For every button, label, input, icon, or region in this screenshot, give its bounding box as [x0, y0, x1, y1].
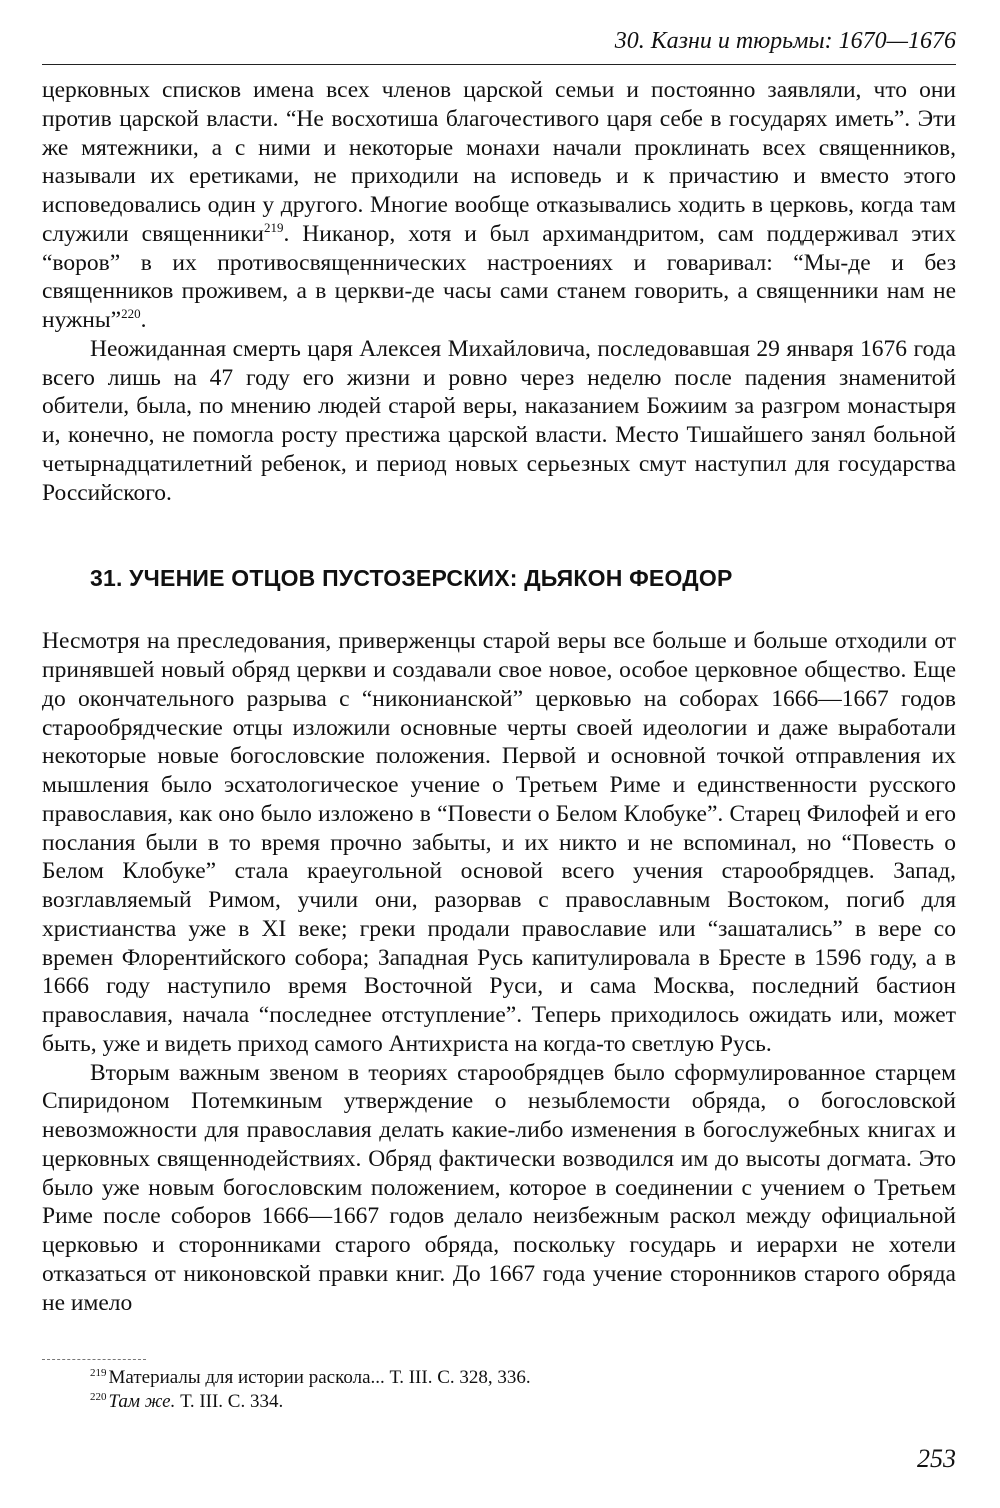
paragraph-2: Неожиданная смерть царя Алексея Михайловича, последовавшая 29 января 1676 года всего лишь на 47 году его жизни и ровно через неделю после падения знаменитой обители, была, по мнению людей старой веры, наказанием Божиим за разгром монастыря и, конечно, не помогла росту престижа царской власти. Место Тишайшего занял больной четырнадцатилетний ребенок, и период новых серьезных смут наступил для государства Российского. — [42, 335, 956, 506]
footnote-ref-220[interactable]: 220 — [121, 306, 141, 322]
body-text — [42, 76, 956, 1317]
footnote-mark: 220 — [90, 1390, 107, 1403]
footnote-220 — [90, 1390, 950, 1414]
paragraph-1 — [42, 76, 956, 335]
footnote-text: Т. III. С. 334. — [175, 1391, 284, 1412]
footnote-219 — [90, 1366, 950, 1390]
footnote-text: Материалы для истории раскола... Т. III. С. 328, 336. — [108, 1367, 531, 1388]
paragraph-3: Несмотря на преследования, приверженцы старой веры все больше и больше отходили от принявшей новый обряд церкви и создавали свое новое, особое церковное общество. Еще до окончательного разрыва с “никонианской” церковью на соборах 1666—1667 годов старообрядческие отцы изложили основные черты своей идеологии и даже выработали некоторые новые богословские положения. Первой и основной точкой отправления их мышления было эсхатологическое учение о Третьем Риме и единственности русского православия, как оно было изложено в “Повести о Белом Клобуке”. Старец Филофей и его послания были в то время прочно забыты, и их никто и не вспоминал, но “Повесть о Белом Клобуке” стала краеугольной основой всего учения старообрядцев. Запад, возглавляемый Римом, учили они, разорвав с православным Востоком, погиб для христианства уже в XI веке; греки продали православие или “зашатались” в вере со времен Флорентийского собора; Западная Русь капитулировала в Бресте в 1596 году, а в 1666 году наступило время Восточной Руси, и сама Москва, последний бастион православия, начала “последнее отступление”. Теперь приходилось ожидать или, может быть, уже и видеть приход самого Антихриста на когда-то светлую Русь. — [42, 628, 956, 1057]
footnote-mark: 219 — [90, 1366, 107, 1379]
footnote-separator — [42, 1359, 146, 1360]
page-number: 253 — [917, 1444, 956, 1473]
running-head: 30. Казни и тюрьмы: 1670—1676 — [614, 28, 956, 54]
footnote-italic: Там же. — [108, 1391, 176, 1412]
paragraph-1-text-c: . — [140, 307, 147, 333]
header-rule — [42, 64, 956, 65]
paragraph-1-text-b: . Никанор, хотя и был архимандритом, сам поддерживал этих “воров” в их противосвященнических настроениях и говаривал: “Мы-де и без священников проживем, а в церкви-де часы сами станем говорить, а священники нам не нужны” — [42, 220, 956, 333]
paragraph-1-text-a: церковных списков имена всех членов царской семьи и постоянно заявляли, что они против царской власти. “Не восхотиша благочестивого царя себе в государях иметь”. Эти же мятежники, а с ними и некоторые монахи начали проклинать всех священников, называли их еретиками, не приходили на исповедь и к причастию и вместо этого исповедовались один у другого. Многие вообще отказывались ходить в церковь, когда там служили священники — [42, 77, 956, 247]
footnotes — [90, 1366, 950, 1414]
section-title: 31. УЧЕНИЕ ОТЦОВ ПУСТОЗЕРСКИХ: ДЬЯКОН ФЕОДОР — [90, 565, 733, 592]
footnote-ref-219[interactable]: 219 — [263, 219, 284, 235]
paragraph-4: Вторым важным звеном в теориях старообрядцев было сформулированное старцем Спиридоном Потемкиным утверждение о незыблемости обряда, о богословской невозможности для православия делать какие-либо изменения в богослужебных книгах и церковных священнодействиях. Обряд фактически возводился им до высоты догмата. Это было уже новым богословским положением, которое в соединении с учением о Третьем Риме после соборов 1666—1667 годов делало неизбежным раскол между официальной церковью и сторонниками старого обряда, поскольку государь и иерархи не хотели отказаться от никоновской правки книг. До 1667 года учение сторонников старого обряда не имело — [42, 1059, 956, 1316]
